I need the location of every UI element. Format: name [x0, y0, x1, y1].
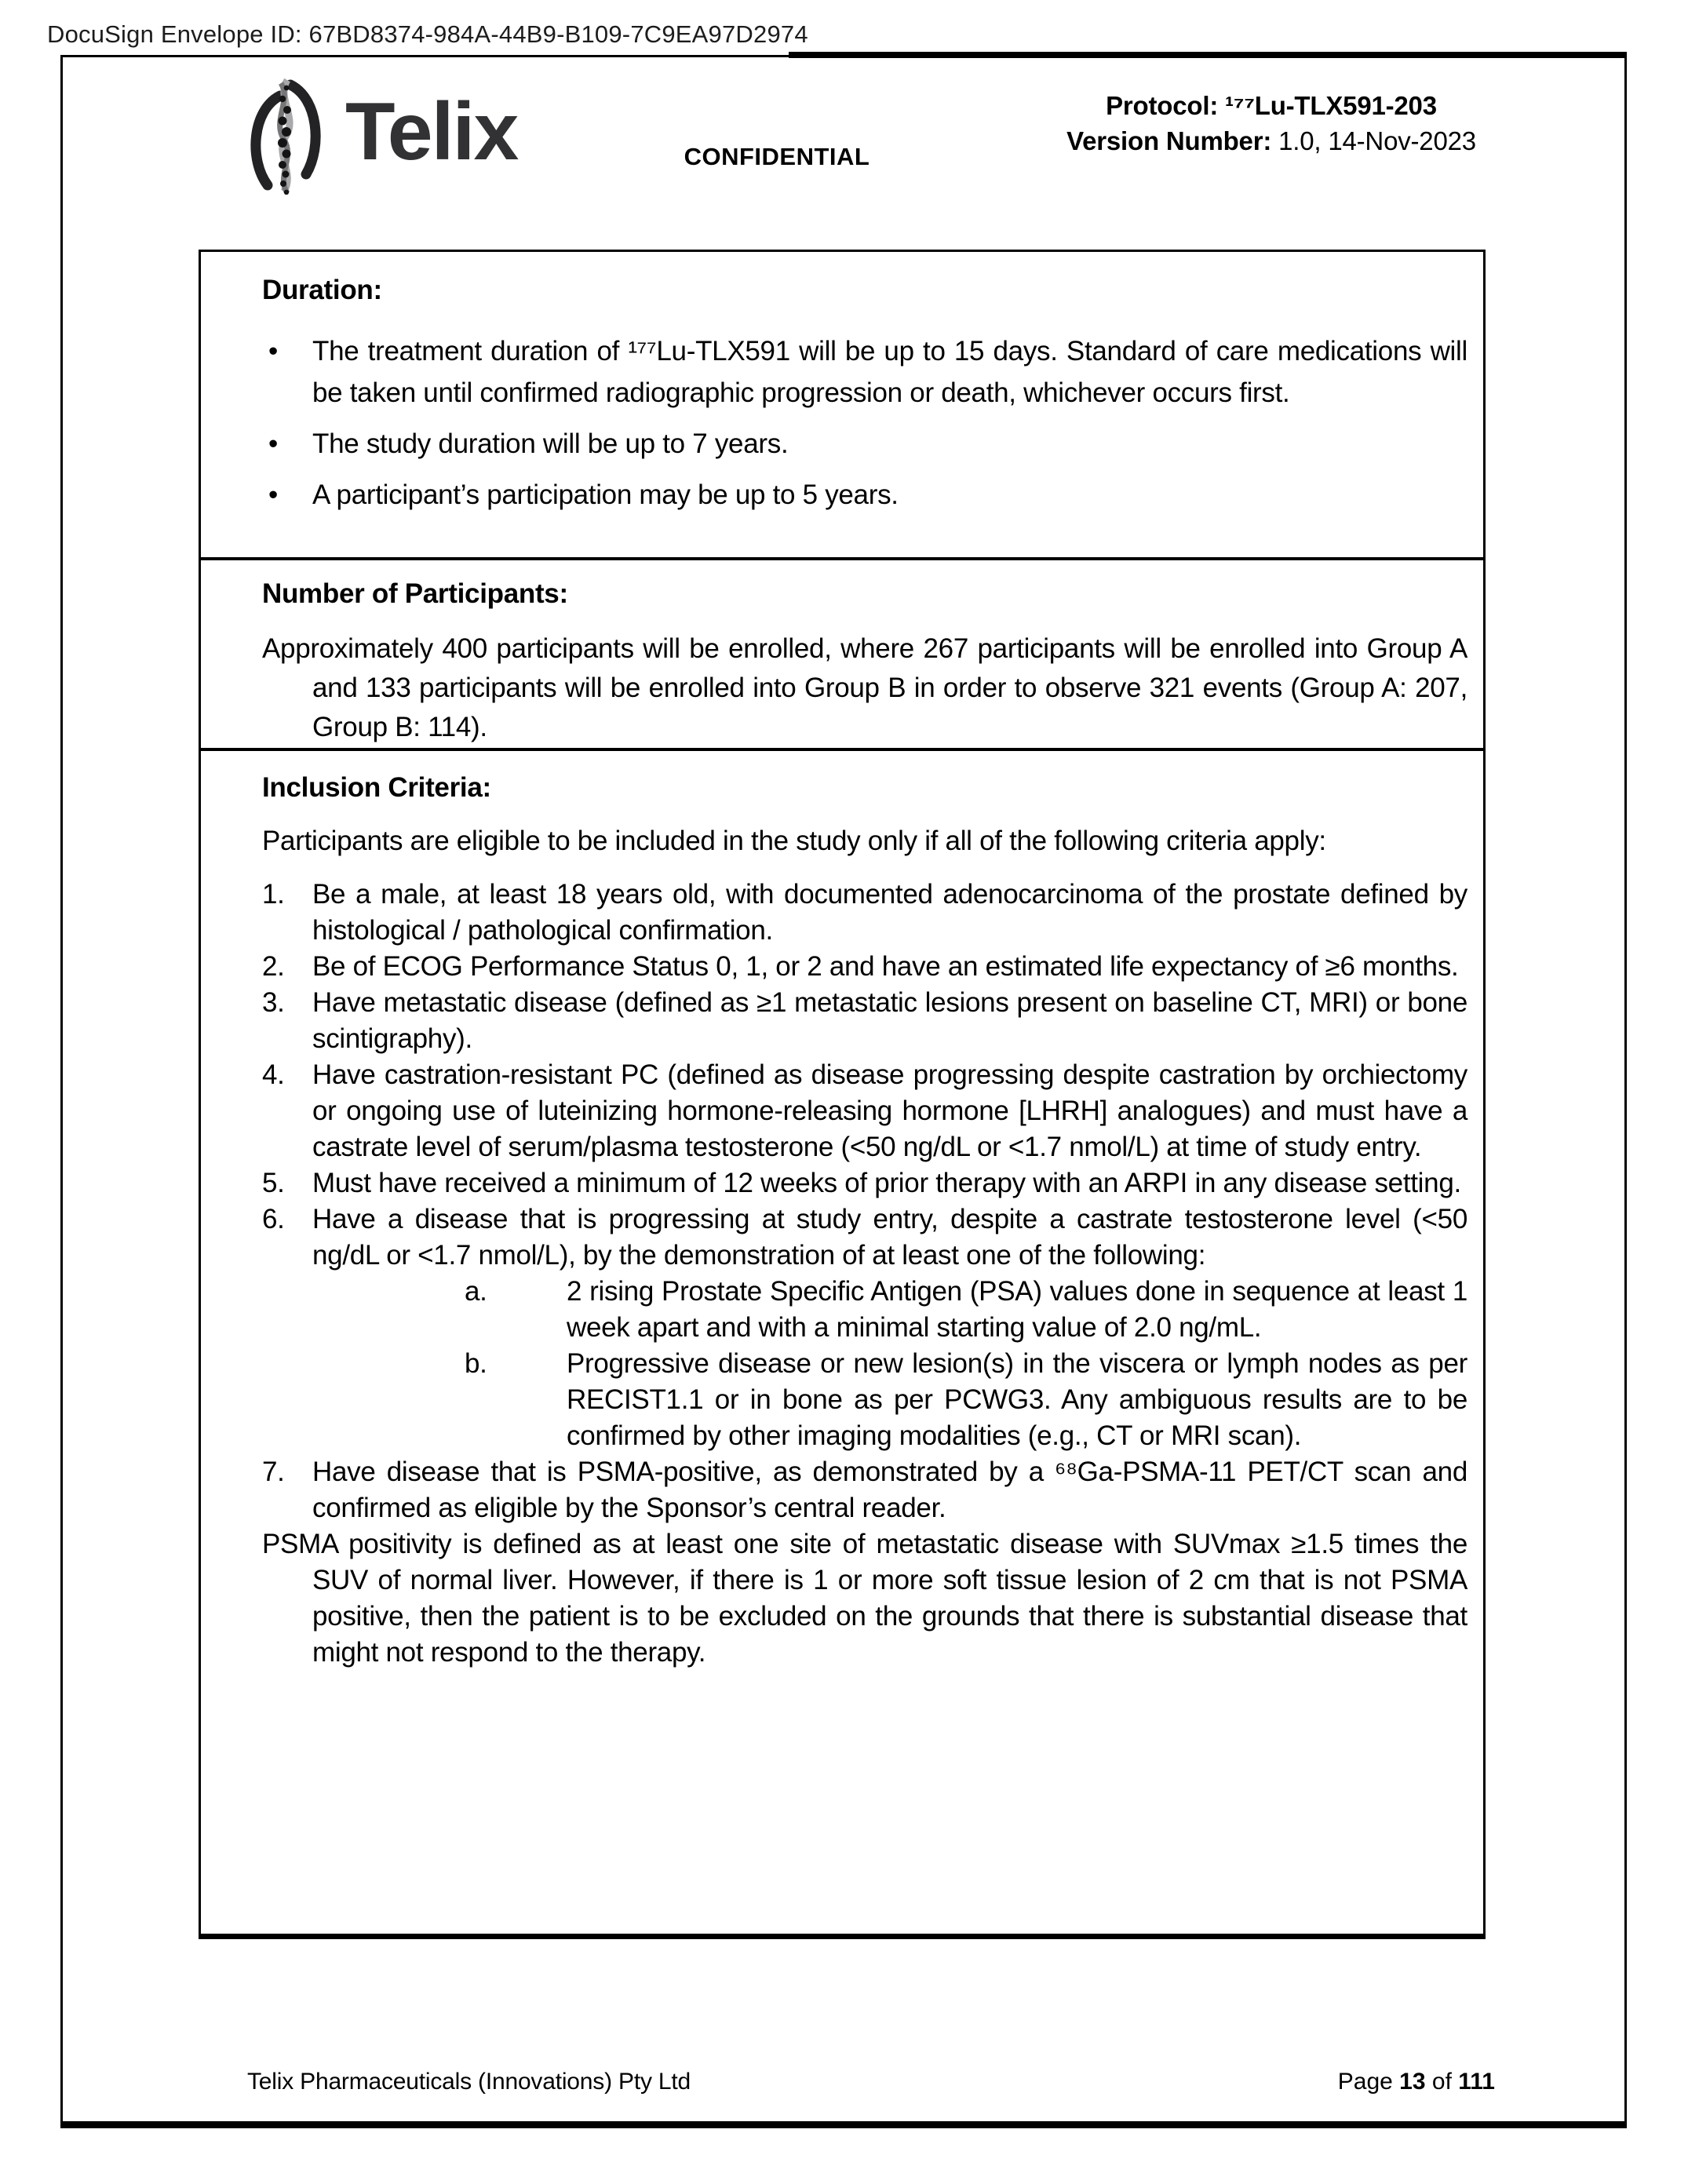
page-number: 13: [1399, 2069, 1426, 2095]
item-text: Be a male, at least 18 years old, with documented adenocarcinoma of the prostate defined by histological / pathological confirmation.: [312, 879, 1467, 946]
inclusion-intro: Participants are eligible to be included in the study only if all of the following criteria apply:: [262, 826, 1326, 856]
list-item: [262, 877, 1467, 949]
participants-body: Approximately 400 participants will be enrolled, where 267 participants will be enrolled into Group A and 133 participants will be enrolled into Group B in order to observe 321 events (Group A: 207, Group B: 114).: [262, 633, 1467, 742]
bullet-item: [262, 474, 1467, 516]
item-number: 6.: [262, 1204, 285, 1234]
bullet-icon: •: [268, 479, 278, 510]
telix-logo: [242, 77, 517, 195]
duration-heading: Duration:: [262, 275, 382, 305]
sub-item-letter: b.: [465, 1348, 487, 1379]
sub-item: [461, 1274, 1467, 1346]
list-item: [262, 1165, 1467, 1201]
protocol-header: [1004, 88, 1538, 159]
participants-heading: Number of Participants:: [262, 578, 568, 609]
bullet-text: The study duration will be up to 7 years.: [312, 428, 789, 459]
inclusion-section: [201, 748, 1483, 1934]
participants-section: [201, 557, 1483, 748]
sub-item-text: Progressive disease or new lesion(s) in the viscera or lymph nodes as per RECIST1.1 or in bone as per PCWG3. Any ambiguous results are to be confirmed by other imaging modalities (e.g., CT or MRI scan).: [567, 1348, 1467, 1451]
telix-spine-icon: [242, 77, 330, 195]
page-of-label: of: [1425, 2069, 1459, 2095]
confidential-label: CONFIDENTIAL: [684, 143, 870, 170]
bullet-icon: •: [268, 336, 278, 366]
inclusion-numbered-list: [262, 877, 1467, 1526]
bullet-item: [262, 423, 1467, 465]
item-number: 5.: [262, 1168, 285, 1198]
item-number: 3.: [262, 987, 285, 1018]
item-text: Have a disease that is progressing at study entry, despite a castrate testosterone level (<50 ng/dL or <1.7 nmol/L), by the demonstration of at least one of the following:: [312, 1204, 1467, 1271]
duration-section: [201, 252, 1483, 557]
list-item: [262, 1454, 1467, 1526]
telix-wordmark: Telix: [345, 86, 518, 177]
page-total: 111: [1458, 2069, 1495, 2095]
bullet-text: A participant’s participation may be up to 5 years.: [312, 479, 899, 510]
version-label: Version Number:: [1066, 126, 1279, 155]
footer-page-indicator: [1142, 2069, 1495, 2095]
duration-bullet-list: [262, 330, 1467, 516]
list-item: [262, 1057, 1467, 1165]
psma-positivity-note: PSMA positivity is defined as at least one site of metastatic disease with SUVmax ≥1.5 times the SUV of normal liver. However, if there is 1 or more soft tissue lesion of 2 cm that is not PSMA positive, then the patient is to be excluded on the grounds that there is substantial disease that might not respond to the therapy.: [262, 1529, 1467, 1668]
version-line: [1004, 123, 1538, 159]
inclusion-heading: Inclusion Criteria:: [262, 772, 491, 803]
item-text: Must have received a minimum of 12 weeks of prior therapy with an ARPI in any disease setting.: [312, 1168, 1461, 1198]
item-number: 7.: [262, 1457, 285, 1487]
sub-item: [461, 1346, 1467, 1454]
protocol-line: [1004, 88, 1538, 123]
protocol-summary-table: [199, 250, 1486, 1939]
bullet-item: [262, 330, 1467, 414]
item-text: Have metastatic disease (defined as ≥1 metastatic lesions present on baseline CT, MRI) or bone scintigraphy).: [312, 987, 1467, 1054]
page-label: Page: [1337, 2069, 1400, 2095]
item-number: 1.: [262, 879, 285, 910]
version-value: 1.0, 14-Nov-2023: [1278, 126, 1476, 155]
item-text: Be of ECOG Performance Status 0, 1, or 2 and have an estimated life expectancy of ≥6 months.: [312, 951, 1459, 982]
item-number: 2.: [262, 951, 285, 982]
item-text: Have castration-resistant PC (defined as disease progressing despite castration by orchiectomy or ongoing use of luteinizing hormone-releasing hormone [LHRH] analogues) and must have a castrate level of serum/plasma testosterone (<50 ng/dL or <1.7 nmol/L) at time of study entry.: [312, 1059, 1467, 1162]
bullet-icon: •: [268, 428, 278, 459]
sub-item-text: 2 rising Prostate Specific Antigen (PSA) values done in sequence at least 1 week apart and with a minimal starting value of 2.0 ng/mL.: [567, 1276, 1467, 1343]
item-text: Have disease that is PSMA-positive, as demonstrated by a ⁶⁸Ga-PSMA-11 PET/CT scan and confirmed as eligible by the Sponsor’s central reader.: [312, 1457, 1467, 1523]
protocol-value: ¹⁷⁷Lu-TLX591-203: [1225, 91, 1437, 120]
sub-item-letter: a.: [465, 1276, 487, 1307]
frame-top-border: [789, 52, 1627, 58]
protocol-label: Protocol:: [1106, 91, 1226, 120]
list-item: [262, 1201, 1467, 1274]
docusign-envelope-id: DocuSign Envelope ID: 67BD8374-984A-44B9-B109-7C9EA97D2974: [47, 20, 808, 48]
list-item: [262, 985, 1467, 1057]
footer-company-name: Telix Pharmaceuticals (Innovations) Pty Ltd: [247, 2069, 691, 2095]
list-item: [262, 949, 1467, 985]
bullet-text: The treatment duration of ¹⁷⁷Lu-TLX591 will be up to 15 days. Standard of care medications will be taken until confirmed radiographic progression or death, whichever occurs first.: [312, 336, 1467, 408]
item-number: 4.: [262, 1059, 285, 1090]
